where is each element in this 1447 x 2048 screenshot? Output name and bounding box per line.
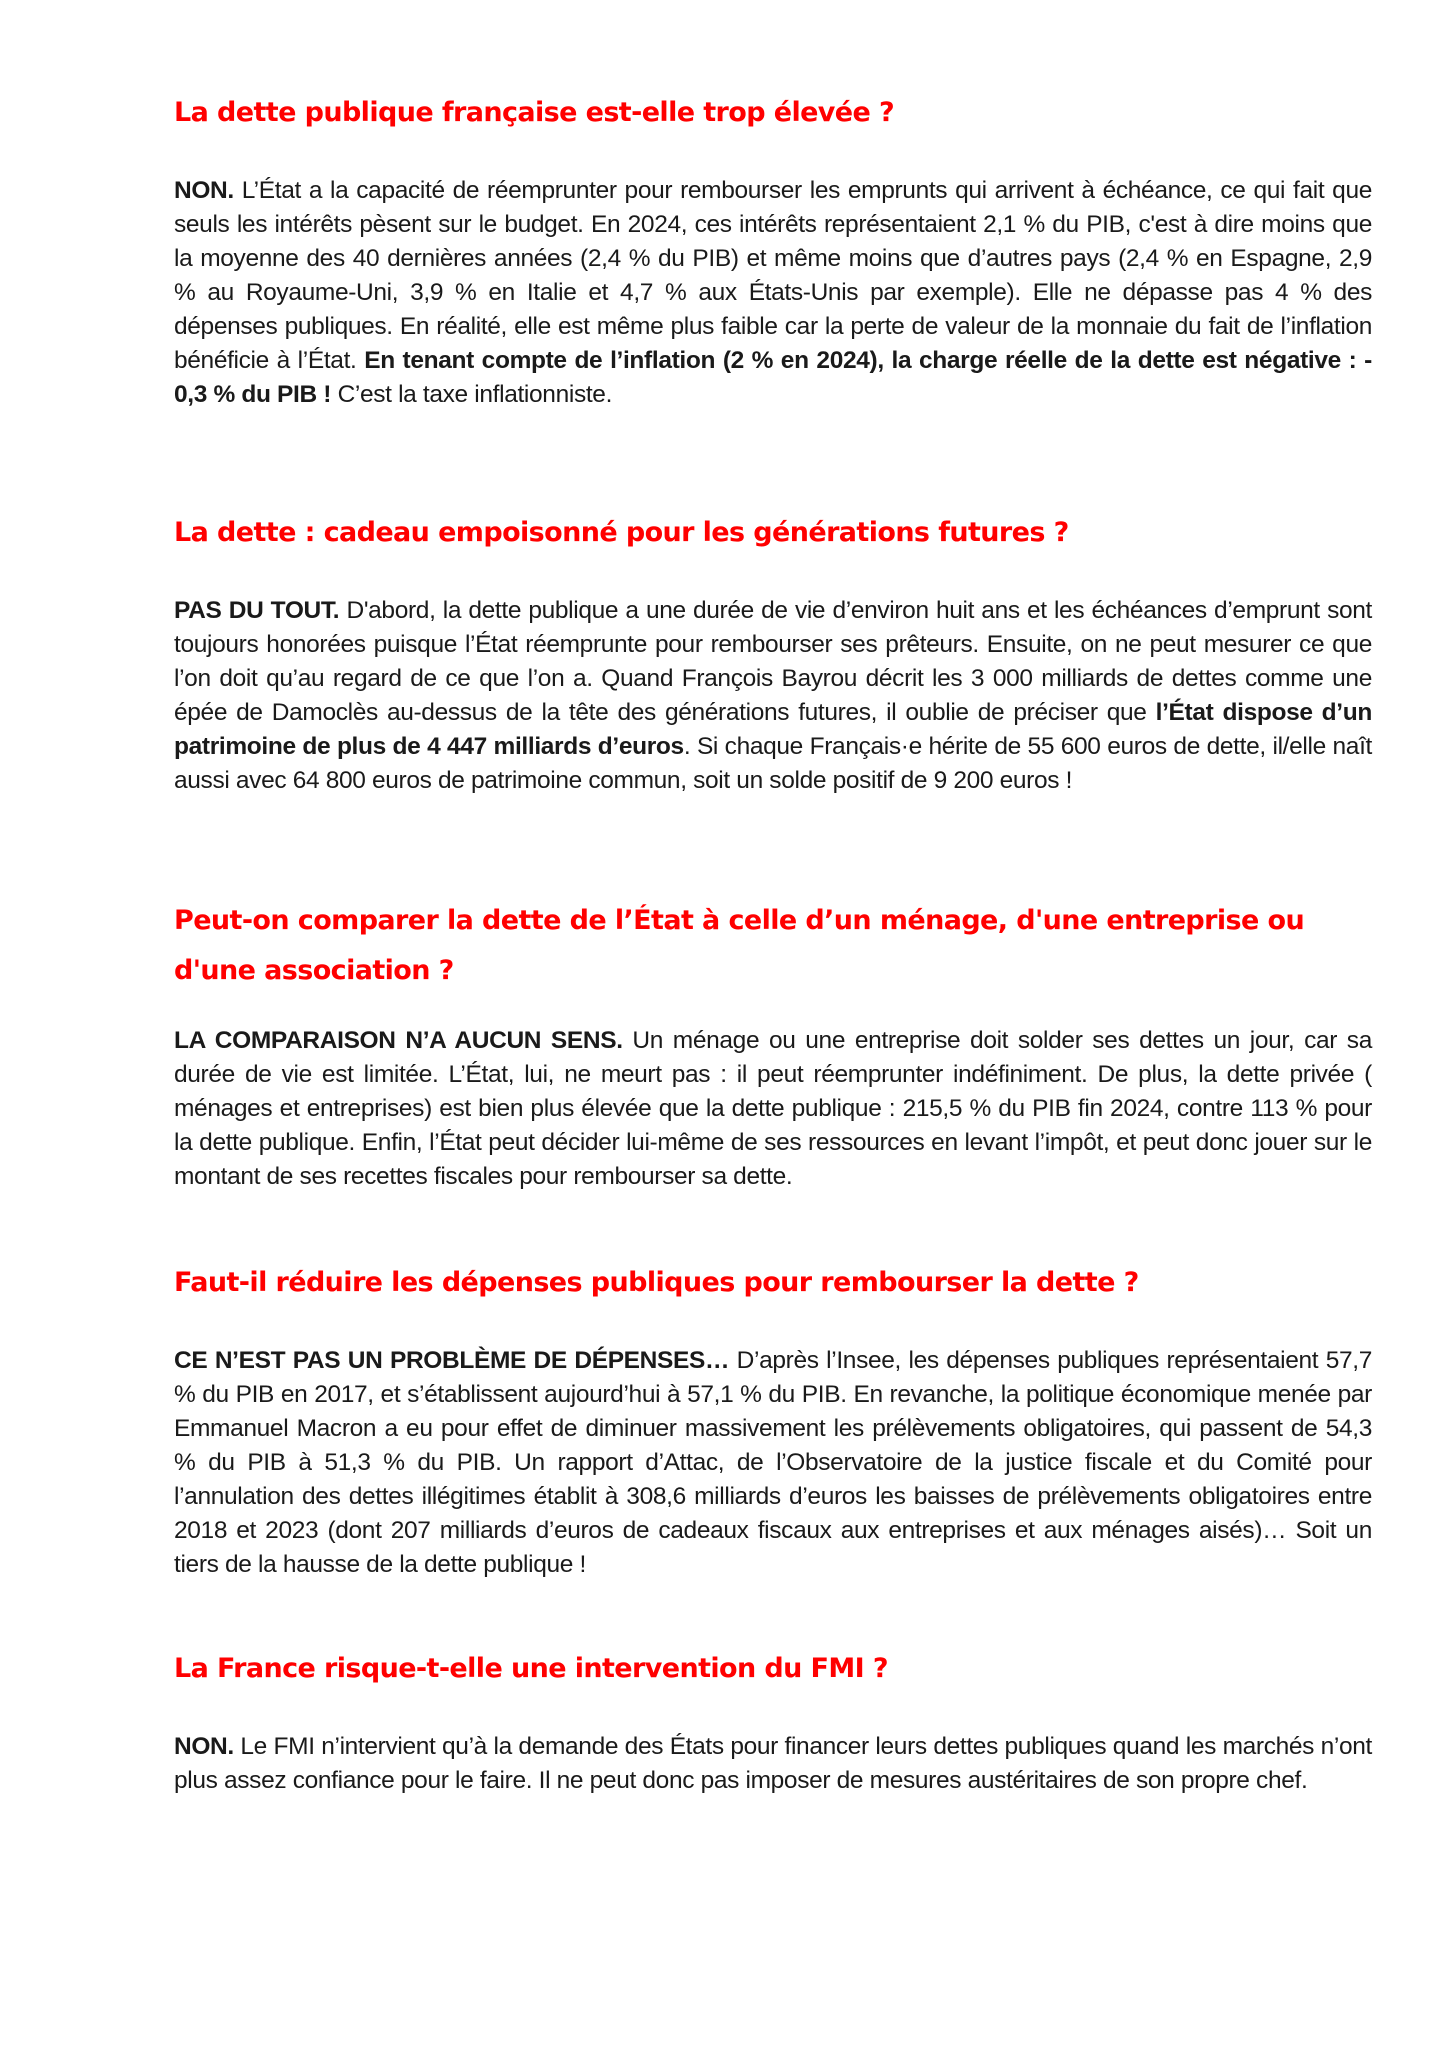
paragraph-text: . Si chaque Français·e hérite de 55 600 euros de dette, il/elle naît aussi avec 64 800 euros de patrimoine commun, soit un solde positif de 9 200 euros !: [174, 733, 1372, 794]
answer-lead: PAS DU TOUT.: [174, 597, 340, 624]
section-household-comparison: [174, 896, 1372, 1194]
paragraph-text: C’est la taxe inflationniste.: [331, 381, 613, 408]
section-heading: La dette : cadeau empoisonné pour les générations futures ?: [174, 517, 1069, 548]
section-paragraph: [174, 594, 1372, 798]
section-paragraph: [174, 1344, 1372, 1582]
section-imf-intervention: [174, 1644, 1372, 1798]
answer-lead: CE N’EST PAS UN PROBLÈME DE DÉPENSES…: [174, 1347, 730, 1374]
emphasis-text: l’État dispose d’un patrimoine de plus de 4 447 milliards d’euros: [174, 699, 1372, 760]
paragraph-text: D'abord, la dette publique a une durée de vie d’environ huit ans et les échéances d’emprunt sont toujours honorées puisque l’État réemprunte pour rembourser ses prêteurs. Ensuite, on ne peut mesurer ce que l’on doit qu’au regard de ce que l’on a. Quand François Bayrou décrit les 3 000 milliards de dettes comme une épée de Damoclès au-dessus de la tête des générations futures, il oublie de préciser que: [174, 597, 1372, 726]
section-future-generations: [174, 508, 1372, 798]
paragraph-text: D’après l’Insee, les dépenses publiques représentaient 57,7 % du PIB en 2017, et s’établissent aujourd’hui à 57,1 % du PIB. En revanche, la politique économique menée par Emmanuel Macron a eu pour effet de diminuer massivement les prélèvements obligatoires, qui passent de 54,3 % du PIB à 51,3 % du PIB. Un rapport d’Attac, de l’Observatoire de la justice fiscale et du Comité pour l’annulation des dettes illégitimes établit à 308,6 milliards d’euros les baisses de prélèvements obligatoires entre 2018 et 2023 (dont 207 milliards d’euros de cadeaux fiscaux aux entreprises et aux ménages aisés)… Soit un tiers de la hausse de la dette publique !: [174, 1347, 1373, 1578]
section-public-debt-too-high: [174, 88, 1372, 412]
paragraph-text: Le FMI n’intervient qu’à la demande des États pour financer leurs dettes publiques quand les marchés n’ont plus assez confiance pour le faire. Il ne peut donc pas imposer de mesures austéritaires de son propre chef.: [174, 1733, 1372, 1794]
section-heading: Peut-on comparer la dette de l’État à celle d’un ménage, d'une entreprise ou d'une association ?: [174, 905, 1305, 986]
section-heading: La France risque-t-elle une intervention du FMI ?: [174, 1653, 888, 1684]
emphasis-text: En tenant compte de l’inflation (2 % en 2024), la charge réelle de la dette est négative : - 0,3 % du PIB !: [174, 347, 1372, 408]
answer-lead: NON.: [174, 1733, 234, 1760]
section-paragraph: [174, 1024, 1372, 1194]
answer-lead: NON.: [174, 177, 234, 204]
section-reduce-spending: [174, 1258, 1372, 1582]
section-heading: Faut-il réduire les dépenses publiques pour rembourser la dette ?: [174, 1267, 1139, 1298]
section-paragraph: [174, 174, 1372, 412]
paragraph-text: Un ménage ou une entreprise doit solder ses dettes un jour, car sa durée de vie est limitée. L’État, lui, ne meurt pas : il peut réemprunter indéfiniment. De plus, la dette privée ( ménages et entreprises) est bien plus élevée que la dette publique : 215,5 % du PIB fin 2024, contre 113 % pour la dette publique. Enfin, l’État peut décider lui-même de ses ressources en levant l’impôt, et peut donc jouer sur le montant de ses recettes fiscales pour rembourser sa dette.: [174, 1027, 1372, 1190]
paragraph-text: L’État a la capacité de réemprunter pour rembourser les emprunts qui arrivent à échéance, ce qui fait que seuls les intérêts pèsent sur le budget. En 2024, ces intérêts représentaient 2,1 % du PIB, c'est à dire moins que la moyenne des 40 dernières années (2,4 % du PIB) et même moins que d’autres pays (2,4 % en Espagne, 2,9 % au Royaume-Uni, 3,9 % en Italie et 4,7 % aux États-Unis par exemple). Elle ne dépasse pas 4 % des dépenses publiques. En réalité, elle est même plus faible car la perte de valeur de la monnaie du fait de l’inflation bénéficie à l’État.: [174, 177, 1372, 374]
answer-lead: LA COMPARAISON N’A AUCUN SENS.: [174, 1027, 623, 1054]
section-heading: La dette publique française est-elle trop élevée ?: [174, 97, 895, 128]
section-paragraph: [174, 1730, 1372, 1798]
